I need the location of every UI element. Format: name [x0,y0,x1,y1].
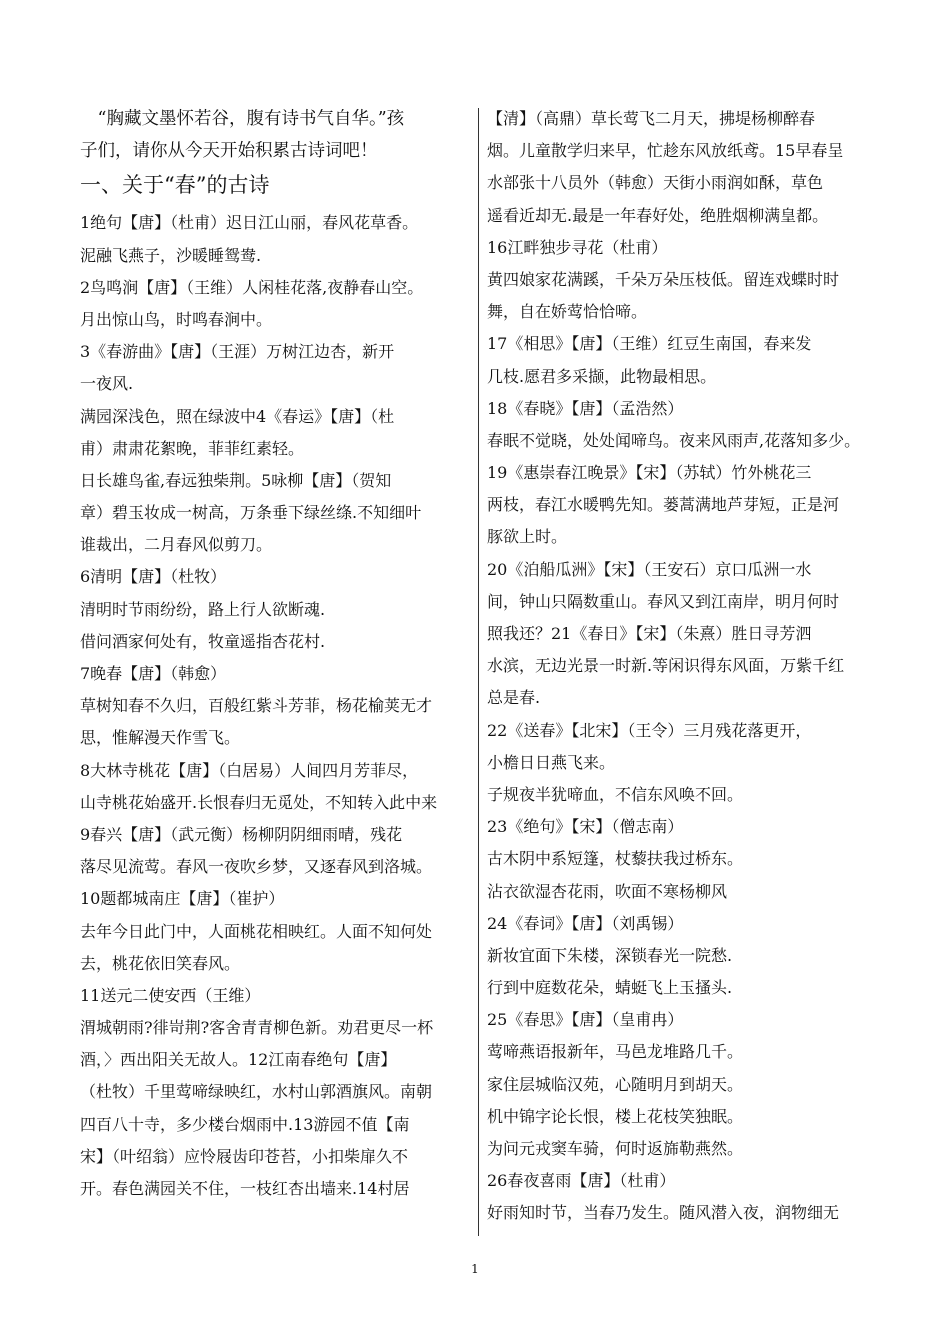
text-line: 水滨，无边光景一时新.等闲识得东风面，万紫千红 [487,656,845,676]
text-line: 烟。儿童散学归来早，忙趁东风放纸鸢。15早春呈 [487,141,844,161]
text-line: 去，桃花依旧笑春风。 [80,953,241,973]
text-line: 6清明【唐】（杜牧） [80,567,227,587]
column-divider [478,108,479,1236]
text-line: 甫）肃肃花絮晚，菲菲红素轻。 [80,438,305,458]
text-line: 山寺桃花始盛开.长恨春归无觅处，不知转入此中来 [80,792,438,812]
text-line: 几枝.愿君多采撷，此物最相思。 [487,366,717,386]
text-line: 满园深浅色，照在绿波中4《春运》【唐】（杜 [80,406,395,426]
text-line: 好雨知时节，当春乃发生。随风潜入夜，润物细无 [487,1203,840,1223]
text-line: 莺啼燕语报新年，马邑龙堆路几千。 [487,1042,744,1062]
text-line: 草树知春不久归，百般红紫斗芳菲，杨花榆荚无才 [80,696,433,716]
text-line: 2鸟鸣涧【唐】（王维）人闲桂花落,夜静春山空。 [80,277,424,297]
section-heading: 一、关于“春”的古诗 [80,173,270,198]
left-column [80,108,472,1210]
text-line: 24《春词》【唐】（刘禹锡） [487,913,684,933]
text-line: 19《惠崇春江晚景》【宋】（苏轼）竹外桃花三 [487,463,812,483]
text-line: 一夜风. [80,374,134,394]
page-number: 1 [471,1262,479,1276]
text-line: 22《送春》【北宋】（王令）三月残花落更开， [487,720,812,740]
text-line: 小檐日日燕飞来。 [487,752,616,772]
text-line: 26春夜喜雨【唐】（杜甫） [487,1171,676,1191]
text-line: 间，钟山只隔数重山。春风又到江南岸，明月何时 [487,591,840,611]
text-line: 开。春色满园关不住，一枝红杏出墙来.14村居 [80,1179,410,1198]
text-line: 章）碧玉妆成一树高，万条垂下绿丝绦.不知细叶 [80,503,422,523]
text-line: 1绝句【唐】（杜甫）迟日江山丽，春风花草香。 [80,213,419,233]
text-line: 【清】（高鼎）草长莺飞二月天，拂堤杨柳醉春 [487,109,816,128]
text-line: 四百八十寺，多少楼台烟雨中.13游园不值【南 [80,1114,410,1134]
text-line: 行到中庭数花朵，蜻蜓飞上玉搔头. [487,978,733,998]
text-line: 去年今日此门中，人面桃花相映红。人面不知何处 [80,921,433,941]
text-line: 23《绝句》【宋】（僧志南） [487,817,684,837]
text-line: 子规夜半犹啼血，不信东风唤不回。 [487,784,744,804]
text-line: 照我还？21《春日》【宋】（朱熹）胜日寻芳泗 [487,624,812,643]
text-line: 两枝，春江水暖鸭先知。蒌蒿满地芦芽短，正是河 [487,495,840,515]
text-line: 豚欲上时。 [487,527,568,547]
text-line: 清明时节雨纷纷，路上行人欲断魂. [80,599,326,619]
text-line: 16江畔独步寻花（杜甫） [487,237,668,257]
text-line: 泥融飞燕子，沙暖睡鸳鸯. [80,245,262,265]
text-line: （杜牧）千里莺啼绿映红，水村山郭酒旗风。南朝 [80,1082,433,1102]
text-line: 机中锦字论长恨，楼上花枝笑独眠。 [487,1106,744,1126]
text-line: 沾衣欲湿杏花雨，吹面不寒杨柳风 [487,881,728,901]
text-line: 新妆宜面下朱楼，深锁春光一院愁. [487,945,733,965]
text-line: 月出惊山鸟，时鸣春涧中。 [80,309,273,329]
text-line: 18《春晓》【唐】（孟浩然） [487,398,684,418]
text-line: 20《泊船瓜洲》【宋】（王安石）京口瓜洲一水 [487,559,812,579]
text-line: 黄四娘家花满蹊，千朵万朵压枝低。留连戏蝶时时 [487,269,840,289]
text-line: 7晚春【唐】（韩愈） [80,664,227,683]
text-line: 水部张十八员外（韩愈）天街小雨润如酥，草色 [487,173,824,193]
intro-line: 子们，请你从今天开始积累古诗词吧！ [80,141,378,162]
text-line: 借问酒家何处有，牧童遥指杏花村. [80,631,326,651]
text-line: 为问元戎窦车骑，何时返旆勒燕然。 [487,1139,744,1158]
text-line: 宋】（叶绍翁）应怜屐齿印苍苔，小扣柴扉久不 [80,1146,409,1166]
text-line: 25《春思》【唐】（皇甫冉） [487,1010,684,1030]
text-line: 酒，〉西出阳关无故人。12江南春绝句【唐】 [80,1050,397,1070]
text-line: 3《春游曲》【唐】（王涯）万树江边杏，新开 [80,342,395,362]
text-line: 思，惟解漫天作雪飞。 [80,728,241,748]
text-line: 春眠不觉晓，处处闻啼鸟。夜来风雨声,花落知多少。 [487,430,861,450]
text-line: 9春兴【唐】（武元衡）杨柳阴阴细雨晴，残花 [80,824,403,844]
text-line: 遥看近却无.最是一年春好处，绝胜烟柳满皇都。 [487,205,829,225]
text-line: 渭城朝雨?徘岢荆?客舍青青柳色新。劝君更尽一杯 [80,1018,434,1038]
text-line: 落尽见流莺。春风一夜吹乡梦，又逐春风到洛城。 [80,857,433,877]
text-line: 舞，自在娇莺恰恰啼。 [487,302,648,322]
text-line: 8大林寺桃花【唐】（白居易）人间四月芳菲尽， [80,760,419,780]
text-line: 家住层城临汉苑，心随明月到胡天。 [487,1074,744,1094]
text-line: 总是春. [487,688,541,708]
text-line: 11送元二使安西（王维） [80,985,261,1005]
text-line: 17《相思》【唐】（王维）红豆生南国，春来发 [487,334,812,354]
intro-line: “胸藏文墨怀若谷，腹有诗书气自华。”孩 [80,109,405,129]
text-line: 古木阴中系短篷，杖藜扶我过桥东。 [487,849,744,869]
text-line: 10题都城南庄【唐】（崔护） [80,889,285,909]
text-line: 谁裁出，二月春风似剪刀。 [80,535,273,555]
text-line: 日长雄鸟雀,春远独柴荆。5咏柳【唐】（贺知 [80,470,392,490]
right-column [487,108,877,1235]
